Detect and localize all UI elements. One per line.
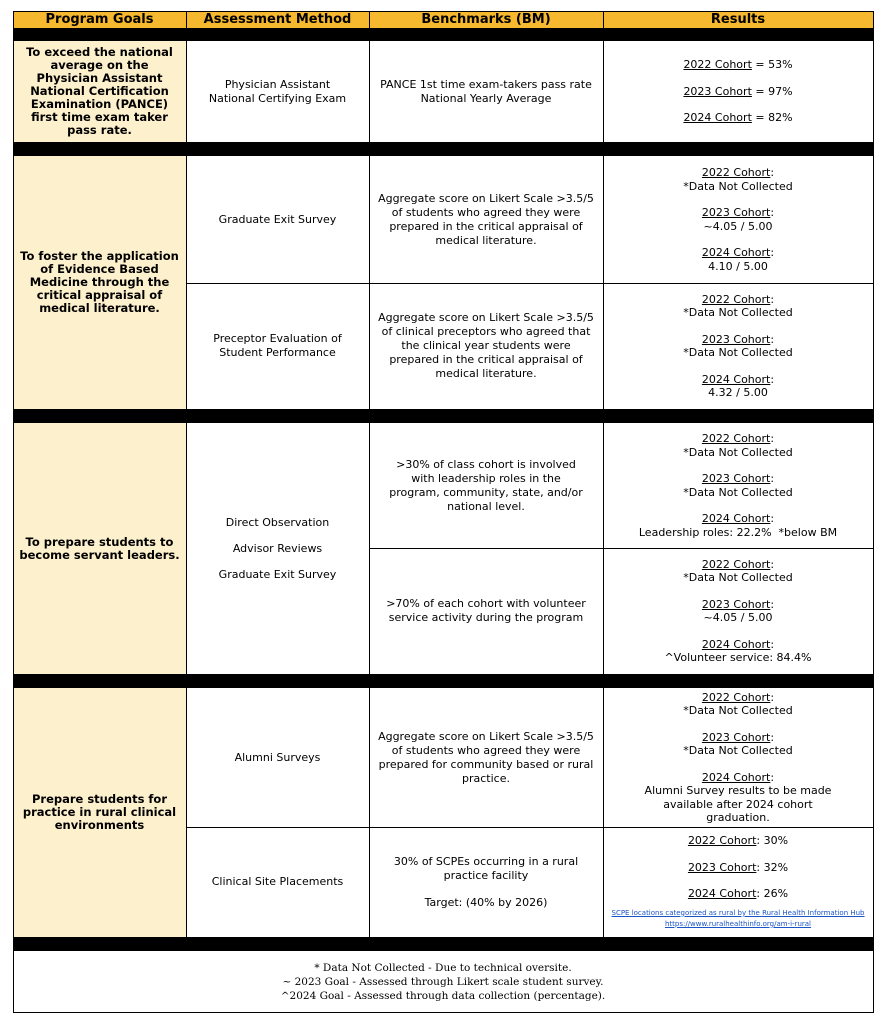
- results-ebm-survey: 2022 Cohort: *Data Not Collected 2023 Cohort: ~4.05 / 5.00 2024 Cohort: 4.10 / 5.00: [603, 156, 873, 283]
- grid-line: [369, 548, 873, 549]
- method-pance: [186, 41, 369, 142]
- results-pance: [603, 41, 873, 142]
- header-results: Results: [603, 11, 873, 28]
- grid-line: [873, 11, 874, 1013]
- method-item: Advisor Reviews: [232, 541, 323, 555]
- footnote: * Data Not Collected - Due to technical oversite.: [314, 961, 572, 974]
- footnotes: [13, 951, 873, 1012]
- benchmark-leadership: >30% of class cohort is involved with leadership roles in the program, community, state, and/or national level.: [369, 423, 603, 548]
- source-url-link[interactable]: https://www.ruralhealthinfo.org/am-i-rural: [664, 919, 812, 928]
- method-leadership: [186, 423, 369, 674]
- benchmark-pance: [369, 41, 603, 142]
- benchmark-line: PANCE 1st time exam-takers pass rate: [380, 77, 592, 91]
- benchmark-ebm-preceptor: Aggregate score on Likert Scale >3.5/5 of clinical preceptors who agreed that the clinical year students were prepared in the critical appraisal of medical literature.: [369, 283, 603, 409]
- result-item: 2022 Cohort = 53%: [683, 58, 793, 72]
- grid-line: [186, 11, 187, 937]
- separator-bar: [13, 409, 873, 423]
- result-item: 2024 Cohort = 82%: [683, 111, 793, 125]
- benchmark-rural-scpe: 30% of SCPEs occurring in a rural practice facility Target: (40% by 2026): [369, 827, 603, 937]
- grid-line: [603, 11, 604, 937]
- source-note-link[interactable]: SCPE locations categorized as rural by the Rural Health Information Hub: [611, 908, 865, 917]
- grid-line: [186, 283, 873, 284]
- method-item: Graduate Exit Survey: [218, 567, 337, 581]
- goal-rural-practice: Prepare students for practice in rural clinical environments: [13, 688, 186, 937]
- method-item: Direct Observation: [225, 515, 330, 529]
- results-ebm-preceptor: 2022 Cohort: *Data Not Collected 2023 Cohort: *Data Not Collected 2024 Cohort: 4.32 / 5.00: [603, 283, 873, 409]
- results-rural-survey: 2022 Cohort: *Data Not Collected 2023 Cohort: *Data Not Collected 2024 Cohort: Alumni Survey results to be made available after 2024 cohort graduation.: [603, 688, 873, 827]
- separator-bar: [13, 142, 873, 156]
- results-rural-scpe: 2022 Cohort: 30% 2023 Cohort: 32% 2024 Cohort: 26% SCPE locations categorized as rural by the Rural Health Information Hub https://www.ruralhealthinfo.org/am-i-rural: [603, 827, 873, 937]
- benchmark-ebm-survey: Aggregate score on Likert Scale >3.5/5 of students who agreed they were prepared in the critical appraisal of medical literature.: [369, 156, 603, 283]
- benchmark-rural-survey: Aggregate score on Likert Scale >3.5/5 of students who agreed they were prepared for community based or rural practice.: [369, 688, 603, 827]
- method-preceptor-evaluation: Preceptor Evaluation of Student Performance: [186, 283, 369, 409]
- header-assessment-method: Assessment Method: [186, 11, 369, 28]
- benchmark-volunteer: >70% of each cohort with volunteer service activity during the program: [369, 548, 603, 674]
- result-item: 2023 Cohort = 97%: [683, 84, 793, 98]
- footnote: ~ 2023 Goal - Assessed through Likert scale student survey.: [282, 975, 604, 988]
- method-alumni-surveys: Alumni Surveys: [186, 688, 369, 827]
- goal-servant-leaders: To prepare students to become servant leaders.: [13, 423, 186, 674]
- grid-line: [369, 11, 370, 937]
- grid-line: [13, 1012, 874, 1013]
- goal-pance: To exceed the national average on the Physician Assistant National Certification Examination (PANCE) first time exam taker pass rate.: [13, 41, 186, 142]
- header-benchmarks: Benchmarks (BM): [369, 11, 603, 28]
- benchmark-line: National Yearly Average: [420, 91, 552, 105]
- separator-bar: [13, 937, 873, 951]
- grid-line: [186, 827, 873, 828]
- separator-bar: [13, 28, 873, 41]
- method-graduate-exit-survey: Graduate Exit Survey: [186, 156, 369, 283]
- method-clinical-site-placements: Clinical Site Placements: [186, 827, 369, 937]
- header-program-goals: Program Goals: [13, 11, 186, 28]
- footnote: ^2024 Goal - Assessed through data collection (percentage).: [280, 989, 606, 1002]
- results-volunteer: 2022 Cohort: *Data Not Collected 2023 Cohort: ~4.05 / 5.00 2024 Cohort: ^Volunteer service: 84.4%: [603, 548, 873, 674]
- grid-line: [13, 11, 14, 1013]
- results-leadership: 2022 Cohort: *Data Not Collected 2023 Cohort: *Data Not Collected 2024 Cohort: Leadership roles: 22.2% *below BM: [603, 423, 873, 548]
- method-text: Physician Assistant National Certifying Exam: [208, 77, 347, 105]
- grid-line: [13, 11, 873, 12]
- separator-bar: [13, 674, 873, 688]
- goal-ebm: To foster the application of Evidence Based Medicine through the critical appraisal of medical literature.: [13, 156, 186, 409]
